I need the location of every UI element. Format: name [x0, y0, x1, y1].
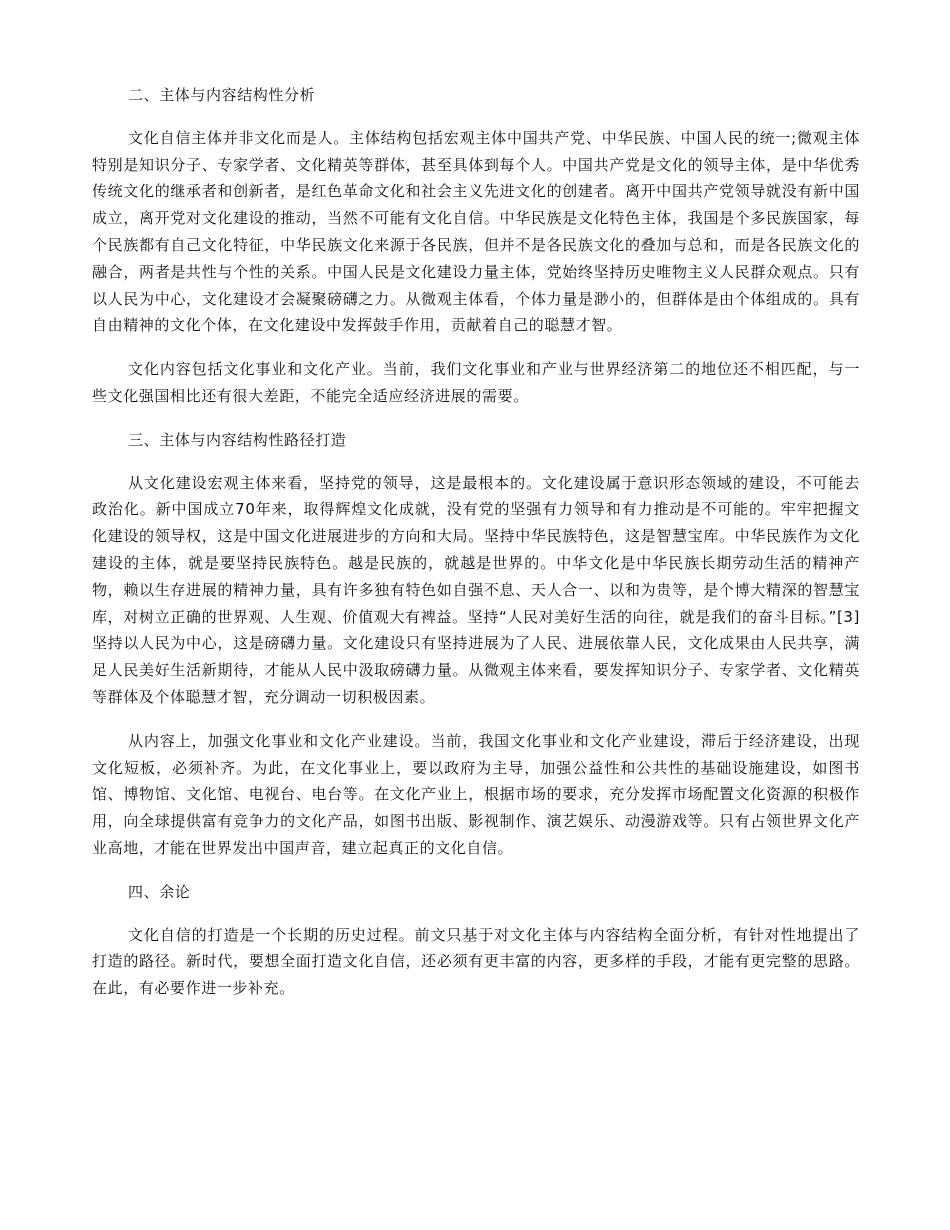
paragraph: 从文化建设宏观主体来看，坚持党的领导，这是最根本的。文化建设属于意识形态领域的建设，不可能去政治化。新中国成立70年来，取得辉煌文化成就，没有党的坚强有力领导和有力推动是不可能的。牢牢把握文化建设的领导权，这是中国文化进展进步的方向和大局。坚持中华民族特色，这是智慧宝库。中华民族作为文化建设的主体，就是要坚持民族特色。越是民族的，就越是世界的。中华文化是中华民族长期劳动生活的精神产物，赖以生存进展的精神力量，具有许多独有特色如自强不息、天人合一、以和为贵等，是个博大精深的智慧宝库，对树立正确的世界观、人生观、价值观大有裨益。坚持“人民对美好生活的向往，就是我们的奋斗目标。”[3]坚持以人民为中心，这是磅礴力量。文化建设只有坚持进展为了人民、进展依靠人民，文化成果由人民共享，满足人民美好生活新期待，才能从人民中汲取磅礴力量。从微观主体来看，要发挥知识分子、专家学者、文化精英等群体及个体聪慧才智，充分调动一切积极因素。	[92, 473, 860, 706]
section-analysis	[92, 82, 860, 410]
section-path	[92, 427, 860, 862]
section-conclusion	[92, 879, 860, 1002]
paragraph: 从内容上，加强文化事业和文化产业建设。当前，我国文化事业和文化产业建设，滞后于经济建设，出现文化短板，必须补齐。为此，在文化事业上，要以政府为主导，加强公益性和公共性的基础设施建设，如图书馆、博物馆、文化馆、电视台、电台等。在文化产业上，根据市场的要求，充分发挥市场配置文化资源的积极作用，向全球提供富有竞争力的文化产品，如图书出版、影视制作、演艺娱乐、动漫游戏等。只有占领世界文化产业高地，才能在世界发出中国声音，建立起真正的文化自信。	[92, 731, 860, 857]
paragraph: 文化内容包括文化事业和文化产业。当前，我们文化事业和产业与世界经济第二的地位还不相匹配，与一些文化强国相比还有很大差距，不能完全适应经济进展的需要。	[92, 360, 860, 405]
section-heading: 四、余论	[128, 882, 191, 901]
paragraph: 文化自信的打造是一个长期的历史过程。前文只基于对文化主体与内容结构全面分析，有针对性地提出了打造的路径。新时代，要想全面打造文化自信，还必须有更丰富的内容，更多样的手段，才能有更完整的思路。在此，有必要作进一步补充。	[92, 925, 860, 998]
document-body	[92, 82, 860, 1019]
section-heading: 三、主体与内容结构性路径打造	[128, 430, 347, 449]
section-heading: 二、主体与内容结构性分析	[128, 86, 316, 104]
paragraph: 文化自信主体并非文化而是人。主体结构包括宏观主体中国共产党、中华民族、中国人民的统一;微观主体特别是知识分子、专家学者、文化精英等群体，甚至具体到每个人。中国共产党是文化的领导主体，是中华优秀传统文化的继承者和创新者，是红色革命文化和社会主义先进文化的创建者。离开中国共产党领导就没有新中国成立，离开党对文化建设的推动，当然不可能有文化自信。中华民族是文化特色主体，我国是个多民族国家，每个民族都有自己文化特征，中华民族文化来源于各民族，但并不是各民族文化的叠加与总和，而是各民族文化的融合，两者是共性与个性的关系。中国人民是文化建设力量主体，党始终坚持历史唯物主义人民群众观点。只有以人民为中心，文化建设才会凝聚磅礴之力。从微观主体看，个体力量是渺小的，但群体是由个体组成的。具有自由精神的文化个体，在文化建设中发挥鼓手作用，贡献着自己的聪慧才智。	[92, 128, 860, 335]
